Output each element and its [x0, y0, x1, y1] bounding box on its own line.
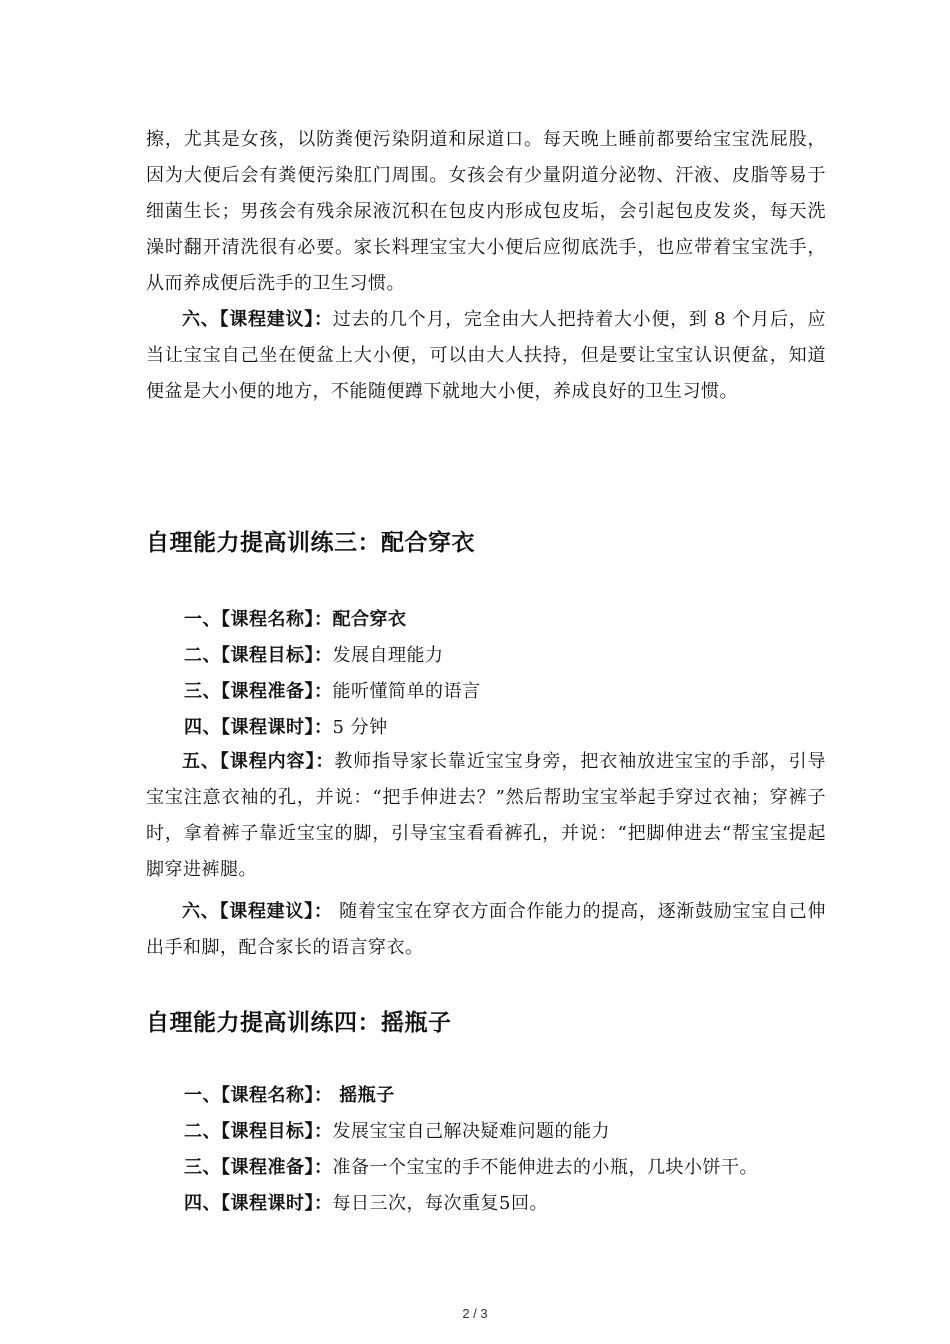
section4-title: 自理能力提高训练四：摇瓶子 [146, 1009, 452, 1036]
section3-item-goal-label: 二、【课程目标】： [184, 645, 333, 666]
prev-suggestion-label: 六、【课程建议】： [182, 309, 333, 330]
section3-item-name [184, 606, 407, 634]
section3-suggestion-label: 六、【课程建议】： [182, 901, 333, 922]
section4-item-name-label: 一、【课程名称】： [184, 1085, 333, 1106]
prev-suggestion-paragraph [146, 302, 826, 410]
section3-item-goal [184, 642, 444, 670]
section4-item-prep [184, 1154, 758, 1182]
section4-item-duration [184, 1190, 548, 1218]
section4-item-name [184, 1082, 395, 1110]
section3-item-duration-value: 5 分钟 [332, 717, 388, 738]
section4-item-goal-value: 发展宝宝自己解决疑难问题的能力 [332, 1121, 610, 1142]
section3-item-name-label: 一、【课程名称】： [184, 609, 333, 630]
section4-item-prep-value: 准备一个宝宝的手不能伸进去的小瓶，几块小饼干。 [332, 1157, 758, 1178]
intro-paragraph: 擦，尤其是女孩，以防粪便污染阴道和尿道口。每天晚上睡前都要给宝宝洗屁股，因为大便后会有粪便污染肛门周围。女孩会有少量阴道分泌物、汗液、皮脂等易于细菌生长；男孩会有残余尿液沉积在包皮内形成包皮垢，会引起包皮发炎，每天洗澡时翻开清洗很有必要。家长料理宝宝大小便后应彻底洗手，也应带着宝宝洗手，从而养成便后洗手的卫生习惯。 [146, 129, 826, 294]
section3-item-prep [184, 678, 481, 706]
section4-item-prep-label: 三、【课程准备】： [184, 1157, 333, 1178]
section3-suggestion-paragraph [146, 894, 826, 966]
section3-item-prep-label: 三、【课程准备】： [184, 681, 333, 702]
section4-item-name-value: 摇瓶子 [332, 1085, 395, 1106]
section3-item-prep-value: 能听懂简单的语言 [332, 681, 481, 702]
section3-item-name-value: 配合穿衣 [332, 609, 407, 630]
section3-content-text: 教师指导家长靠近宝宝身旁，把衣袖放进宝宝的手部，引导宝宝注意衣袖的孔，并说：“把手伸进去？”然后帮助宝宝举起手穿过衣袖；穿裤子时，拿着裤子靠近宝宝的脚，引导宝宝看看裤孔，并说：“把脚伸进去“帮宝宝提起脚穿进裤腿。 [146, 751, 827, 880]
section4-item-duration-value: 每日三次，每次重复5回。 [332, 1193, 548, 1214]
page-number: 2 / 3 [462, 1306, 488, 1321]
prev-suggestion-text: 过去的几个月，完全由大人把持着大小便，到 8 个月后，应当让宝宝自己坐在便盆上大小便，可以由大人扶持，但是要让宝宝认识便盆，知道便盆是大小便的地方，不能随便蹲下就地大小便，养成良好的卫生习惯。 [146, 309, 826, 402]
section3-content-paragraph [146, 744, 826, 888]
section4-item-goal-label: 二、【课程目标】： [184, 1121, 333, 1142]
section4-item-duration-label: 四、【课程课时】： [184, 1193, 333, 1214]
section3-item-goal-value: 发展自理能力 [332, 645, 444, 666]
section3-content-label: 五、【课程内容】： [182, 751, 335, 772]
section4-item-goal [184, 1118, 610, 1146]
section3-item-duration [184, 714, 388, 742]
section3-item-duration-label: 四、【课程课时】： [184, 717, 333, 738]
section3-suggestion-text: 随着宝宝在穿衣方面合作能力的提高，逐渐鼓励宝宝自己伸出手和脚，配合家长的语言穿衣。 [146, 901, 826, 958]
section3-title: 自理能力提高训练三：配合穿衣 [146, 529, 475, 556]
